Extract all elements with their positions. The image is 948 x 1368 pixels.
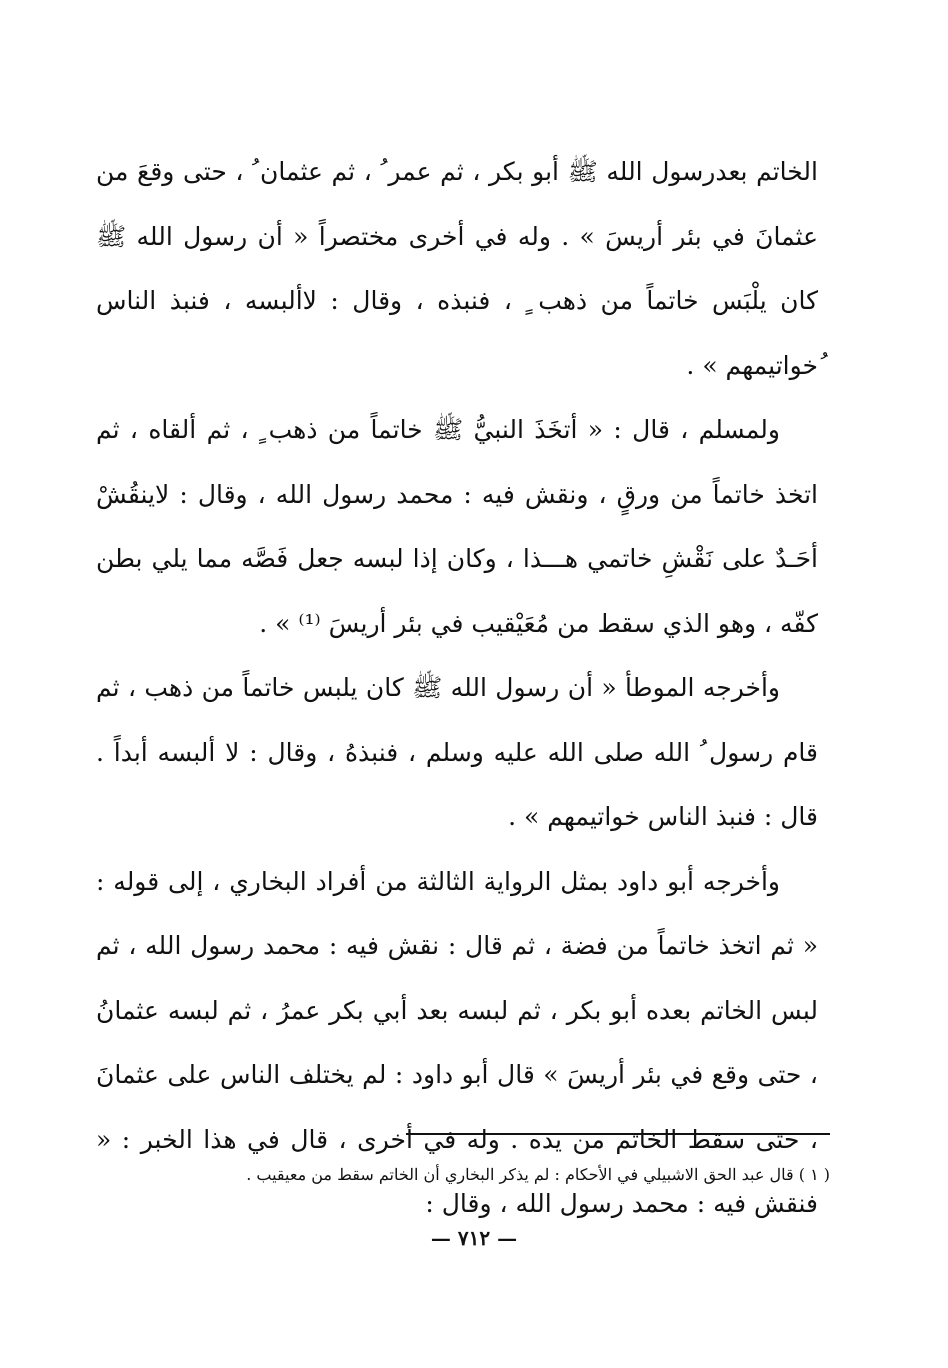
page-number: — ٧١٢ — xyxy=(430,1226,518,1250)
footnote-divider xyxy=(406,1133,830,1135)
paragraph-4: وأخرجه أبو داود بمثل الرواية الثالثة من أفراد البخاري ، إلى قوله : « ثم اتخذ خاتماً من فضة ، ثم قال : نقش فيه : محمد رسول الله ، ثم لبس الخاتم بعده أبو بكر ، ثم لبسه بعد أبي بكر عمرُ ، ثم لبسه عثمانُ ، حتى وقع في بئر أريسَ » قال أبو داود : لم يختلف الناس على عثمانَ ، حتى سقط الخاتم من يده . وله في أخرى ، قال في هذا الخبر : « فنقش فيه : محمد رسول الله ، وقال : xyxy=(96,866,818,1218)
footnote: ( ١ ) قال عبد الحق الاشبيلي في الأحكام : لم يذكر البخاري أن الخاتم سقط من معيقيب . xyxy=(246,1165,830,1184)
main-text xyxy=(96,140,818,1237)
paragraph-2: ولمسلم ، قال : « أتخَذَ النبيُّ ﷺ خاتماً من ذهب ٍ ، ثم ألقاه ، ثم اتخذ خاتماً من ورقٍ ، ونقش فيه : محمد رسول الله ، وقال : لاينقُشْ أحَـدٌ على نَقْشِ خاتمي هـــذا ، وكان إذا لبسه جعل فَصَّه مما يلي بطن كفّه ، وهو الذي سقط من مُعَيْقيب في بئر أريسَ ⁽¹⁾ » . xyxy=(96,415,818,638)
paragraph-1: الخاتم بعدرسول الله ﷺ أبو بكر ، ثم عمر ُ ، ثم عثمان ُ ، حتى وقعَ من عثمانَ في بئر أريسَ » . وله في أخرى مختصراً « أن رسول الله ﷺ كان يلْبَس خاتماً من ذهب ٍ ، فنبذه ، وقال : لاألبسه ، فنبذ الناس ُخواتيمهم » . xyxy=(96,157,818,380)
paragraph-3: وأخرجه الموطأ « أن رسول الله ﷺ كان يلبس خاتماً من ذهب ، ثم قام رسول ُ الله صلى الله عليه وسلم ، فنبذهُ ، وقال : لا ألبسه أبداً . قال : فنبذ الناس خواتيمهم » . xyxy=(96,673,818,831)
